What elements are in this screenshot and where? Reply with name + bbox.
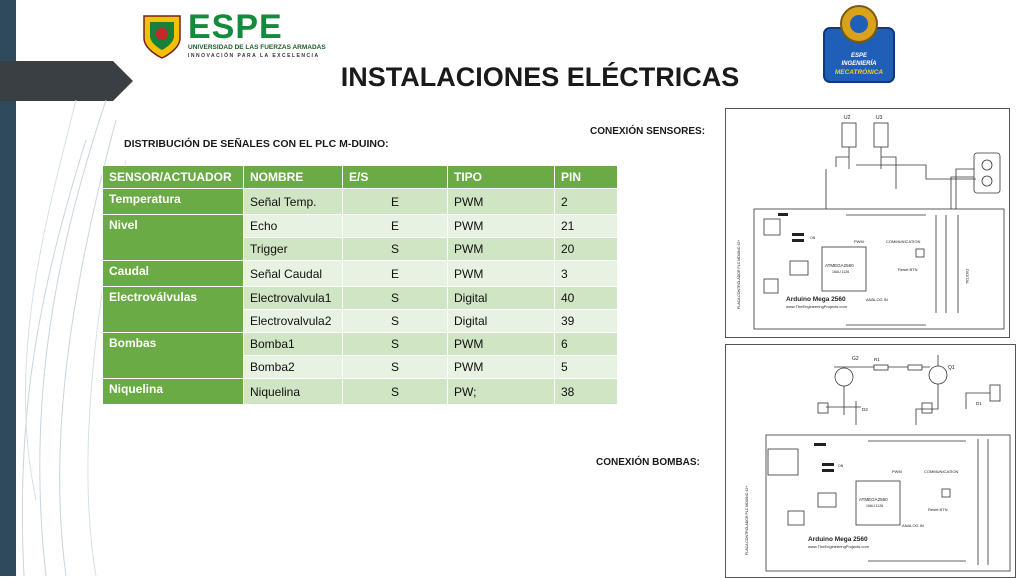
cell-es: S: [343, 356, 448, 379]
side-label: PLACA CONTROLADOR PLC MDUINO 42+: [745, 485, 749, 555]
cell-nombre: Señal Temp.: [244, 189, 343, 215]
on-label: ON: [810, 236, 816, 240]
espe-tagline: INNOVACIÓN PARA LA EXCELENCIA: [188, 53, 320, 59]
title-tab-shape: [0, 61, 133, 101]
cell-pin: 38: [555, 379, 618, 405]
analog-label: ANALOG IN: [866, 297, 888, 302]
pwm-label: PWM: [854, 239, 864, 244]
cell-es: S: [343, 287, 448, 310]
cell-nombre: Bomba2: [244, 356, 343, 379]
cell-pin: 40: [555, 287, 618, 310]
table-header-row: [103, 166, 618, 189]
cell-pin: 3: [555, 261, 618, 287]
header-sensor-actuador: SENSOR/ACTUADOR: [103, 166, 244, 189]
q1-label: Q1: [948, 365, 955, 371]
bombas-label: CONEXIÓN BOMBAS:: [596, 457, 700, 468]
g2-label: G2: [852, 356, 859, 362]
cell-nombre: Echo: [244, 215, 343, 238]
table-row: [103, 287, 618, 310]
chip-label: ATMEGA2560: [825, 263, 854, 268]
cell-tipo: PWM: [448, 356, 555, 379]
cell-nombre: Electrovalvula2: [244, 310, 343, 333]
cell-tipo: PWM: [448, 189, 555, 215]
cell-pin: 39: [555, 310, 618, 333]
cell-nombre: Niquelina: [244, 379, 343, 405]
mecatronica-logo-line-2: INGENIERÍA: [841, 61, 877, 67]
cell-pin: 5: [555, 356, 618, 379]
sensores-label: CONEXIÓN SENSORES:: [590, 126, 706, 137]
cell-es: E: [343, 215, 448, 238]
sensores-schematic: [725, 108, 1010, 338]
cell-nombre: Bomba1: [244, 333, 343, 356]
espe-subtitle: UNIVERSIDAD DE LAS FUERZAS ARMADAS: [188, 44, 326, 51]
mecatronica-logo-line-3: MECATRÓNICA: [834, 69, 884, 76]
header-es: E/S: [343, 166, 448, 189]
group-label: Nivel: [103, 215, 244, 261]
espe-logo-text: ESPE: [188, 8, 283, 46]
table-row: [103, 189, 618, 215]
group-label: Temperatura: [103, 189, 244, 215]
cell-es: S: [343, 310, 448, 333]
cell-tipo: PWM: [448, 215, 555, 238]
cell-tipo: PWM: [448, 333, 555, 356]
mecatronica-logo-line-1: ESPE: [850, 53, 867, 59]
cell-es: S: [343, 238, 448, 261]
cell-tipo: Digital: [448, 310, 555, 333]
chip-label: ATMEGA2560: [859, 497, 888, 502]
group-label: Electroválvulas: [103, 287, 244, 333]
board-name: Arduino Mega 2560: [808, 536, 868, 543]
cell-tipo: PWM: [448, 238, 555, 261]
communication-label: COMMUNICATION: [924, 469, 959, 474]
board-url: www.TheEngineeringProjects.com: [808, 544, 869, 549]
cell-pin: 21: [555, 215, 618, 238]
signal-distribution-table: [102, 165, 618, 405]
cell-pin: 20: [555, 238, 618, 261]
pwm-label: PWM: [892, 469, 902, 474]
cell-nombre: Electrovalvula1: [244, 287, 343, 310]
header-pin: PIN: [555, 166, 618, 189]
d1-label: D1: [976, 401, 982, 406]
analog-label: ANALOG IN: [902, 523, 924, 528]
cell-es: S: [343, 333, 448, 356]
cell-nombre: Señal Caudal: [244, 261, 343, 287]
cell-nombre: Trigger: [244, 238, 343, 261]
reset-label: Reset BTN: [928, 507, 948, 512]
side-label: PLACA CONTROLADOR PLC MDUINO 42+: [737, 239, 741, 309]
cell-es: S: [343, 379, 448, 405]
reset-label: Reset BTN: [898, 267, 918, 272]
group-label: Niquelina: [103, 379, 244, 405]
cell-tipo: Digital: [448, 287, 555, 310]
digital-label: DIGITAL: [965, 269, 970, 285]
table-row: [103, 379, 618, 405]
chip-sub-label: 16AU 1126: [832, 270, 850, 274]
table-subtitle: DISTRIBUCIÓN DE SEÑALES CON EL PLC M-DUINO:: [124, 138, 389, 150]
u3-label: U3: [876, 115, 883, 121]
header-tipo: TIPO: [448, 166, 555, 189]
r1-label: R1: [874, 357, 880, 362]
bombas-schematic: [725, 344, 1016, 578]
table-row: [103, 215, 618, 238]
d2-label: D2: [862, 407, 868, 412]
cell-pin: 2: [555, 189, 618, 215]
cell-pin: 6: [555, 333, 618, 356]
header-nombre: NOMBRE: [244, 166, 343, 189]
cell-tipo: PW;: [448, 379, 555, 405]
group-label: Caudal: [103, 261, 244, 287]
page-title: INSTALACIONES ELÉCTRICAS: [340, 62, 740, 92]
table-row: [103, 261, 618, 287]
group-label: Bombas: [103, 333, 244, 379]
board-url: www.TheEngineeringProjects.com: [786, 304, 847, 309]
cell-es: E: [343, 261, 448, 287]
on-label: ON: [838, 464, 844, 468]
cell-es: E: [343, 189, 448, 215]
cell-tipo: PWM: [448, 261, 555, 287]
u2-label: U2: [844, 115, 851, 121]
chip-sub-label: 16AU 1126: [866, 504, 884, 508]
communication-label: COMMUNICATION: [886, 239, 921, 244]
board-name: Arduino Mega 2560: [786, 296, 846, 303]
table-row: [103, 333, 618, 356]
